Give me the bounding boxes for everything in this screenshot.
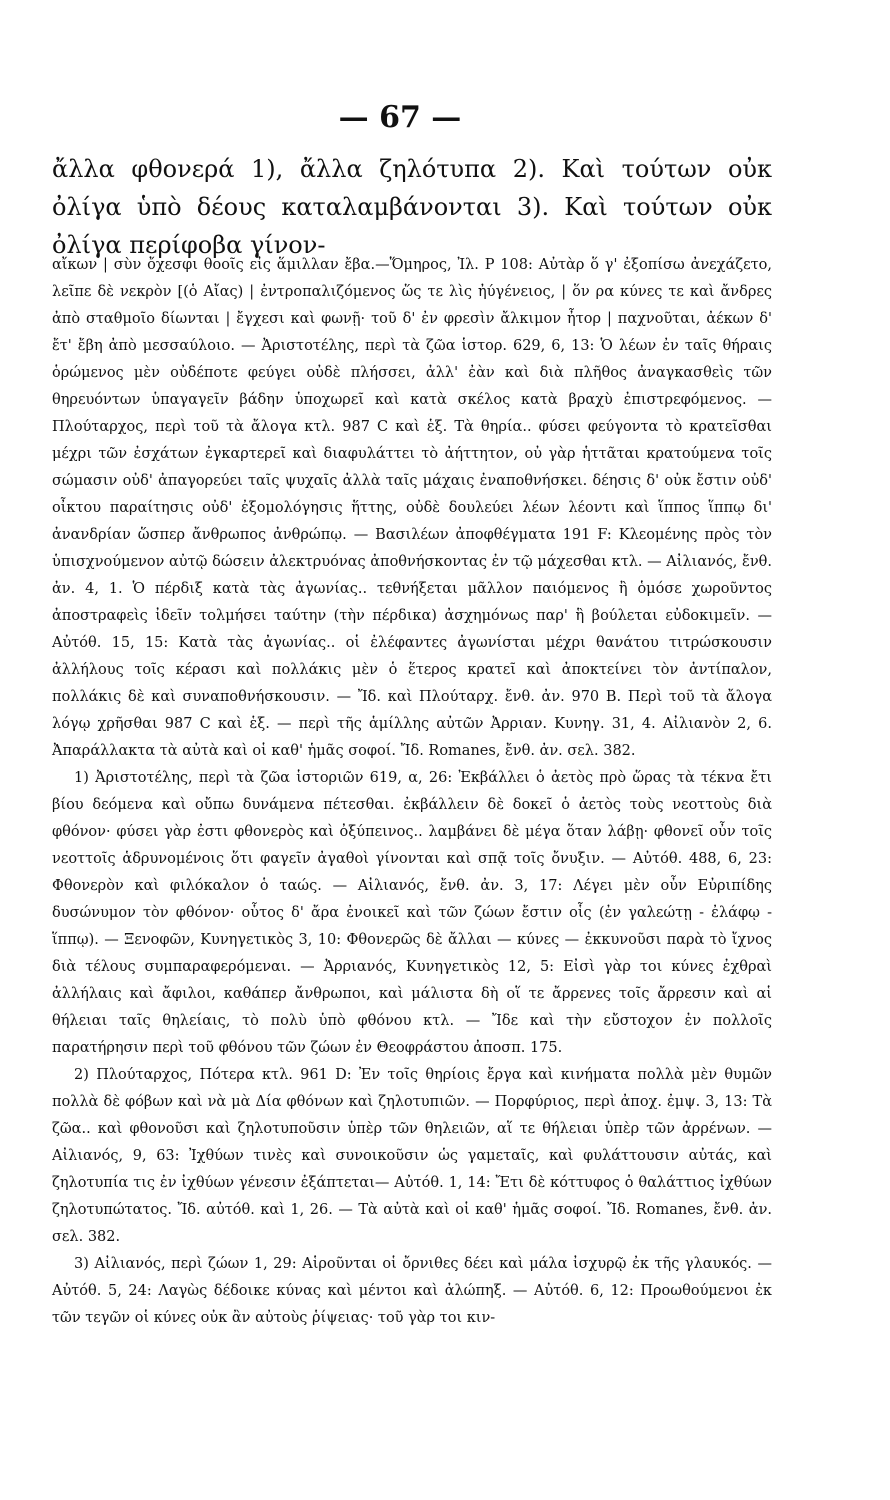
page-number: — 67 — (338, 100, 462, 135)
footnotes-section (52, 252, 772, 1332)
footnote-continuation: αἴκων | σὺν ὄχεσφι θοοῖς εἰς ἅμιλλαν ἔβα.—Ὅμηρος, Ἰλ. Ρ 108: Αὐτὰρ ὅ γ' ἐξοπίσω ἀνεχάζετο, λεῖπε δὲ νεκρὸν [(ὁ Αἴας) | ἐντροπαλιζόμενος ὥς τε λὶς ἠύγένειος, | ὅν ρα κύνες τε καὶ ἄνδρες ἀπὸ σταθμοῖο δίωνται | ἔγχεσι καὶ φωνῇ· τοῦ δ' ἐν φρεσὶν ἄλκιμον ἦτορ | παχνοῦται, ἀέκων δ' ἔτ' ἔβη ἀπὸ μεσσαύλοιο. — Ἀριστοτέλης, περὶ τὰ ζῶα ἱστορ. 629, 6, 13: Ὁ λέων ἐν ταῖς θήραις ὁρώμενος μὲν οὐδέποτε φεύγει οὐδὲ πλήσσει, ἀλλ' ἐὰν καὶ διὰ πλῆθος ἀναγκασθεὶς τῶν θηρευόντων ὑπαγαγεῖν βάδην ὑποχωρεῖ καὶ κατὰ σκέλος κατὰ βραχὺ ἐπιστρεφόμενος. — Πλούταρχος, περὶ τοῦ τὰ ἄλογα κτλ. 987 C καὶ ἑξ. Τὰ θηρία.. φύσει φεύγοντα τὸ κρατεῖσθαι μέχρι τῶν ἐσχάτων ἐγκαρτερεῖ καὶ διαφυλάττει τὸ ἀήττητον, οὐ γὰρ ἡττᾶται κρατούμενα τοῖς σώμασιν οὐδ' ἀπαγορεύει ταῖς ψυχαῖς ἀλλὰ ταῖς μάχαις ἐναποθνήσκει. δέησις δ' οὐκ ἔστιν οὐδ' οἶκτου παραίτησις οὐδ' ἐξομολόγησις ἥττης, οὐδὲ δουλεύει λέων λέοντι καὶ ἵππος ἵππῳ δι' ἀνανδρίαν ὥσπερ ἄνθρωπος ἀνθρώπῳ. — Βασιλέων ἀποφθέγματα 191 F: Κλεομένης πρὸς τὸν ὑπισχνούμενον αὐτῷ δώσειν ἀλεκτρυόνας ἀποθνήσκοντας ἐν τῷ μάχεσθαι κτλ. — Αἰλιανός, ἔνθ. ἀν. 4, 1. Ὁ πέρδιξ κατὰ τὰς ἀγωνίας.. τεθνήξεται μᾶλλον παιόμενος ἢ ὁμόσε χωροῦντος ἀποστραφεὶς ἰδεῖν τολμήσει ταύτην (τὴν πέρδικα) ἀσχημόνως παρ' ἣ βούλεται εὐδοκιμεῖν. — Αὐτόθ. 15, 15: Κατὰ τὰς ἀγωνίας.. οἱ ἐλέφαντες ἀγωνίσται μέχρι θανάτου τιτρώσκουσιν ἀλλήλους τοῖς κέρασι καὶ πολλάκις μὲν ὁ ἕτερος κρατεῖ καὶ ἀποκτείνει τὸν ἀντίπαλον, πολλάκις δὲ καὶ συναποθνήσκουσιν. — Ἴδ. καὶ Πλούταρχ. ἔνθ. ἀν. 970 B. Περὶ τοῦ τὰ ἄλογα λόγῳ χρῆσθαι 987 C καὶ ἑξ. — περὶ τῆς ἁμίλλης αὐτῶν Ἀρριαν. Κυνηγ. 31, 4. Αἰλιανὸν 2, 6. Ἀπαράλλακτα τὰ αὐτὰ καὶ οἱ καθ' ἡμᾶς σοφοί. Ἴδ. Romanes, ἔνθ. ἀν. σελ. 382. (52, 257, 772, 759)
footnote-1: 1) Ἀριστοτέλης, περὶ τὰ ζῶα ἱστοριῶν 619, α, 26: Ἐκβάλλει ὁ ἀετὸς πρὸ ὥρας τὰ τέκνα ἔτι βίου δεόμενα καὶ οὔπω δυνάμενα πέτεσθαι. ἐκβάλλειν δὲ δοκεῖ ὁ ἀετὸς τοὺς νεοττοὺς διὰ φθόνον· φύσει γὰρ ἐστι φθονερὸς καὶ ὀξύπεινος.. λαμβάνει δὲ μέγα ὅταν λάβῃ· φθονεῖ οὖν τοῖς νεοττοῖς ἁδρυνομένοις ὅτι φαγεῖν ἀγαθοὶ γίνονται καὶ σπᾷ τοῖς ὄνυξιν. — Αὐτόθ. 488, 6, 23: Φθονερὸν καὶ φιλόκαλον ὁ ταώς. — Αἰλιανός, ἔνθ. ἀν. 3, 17: Λέγει μὲν οὖν Εὐριπίδης δυσώνυμον τὸν φθόνον· οὗτος δ' ἄρα ἐνοικεῖ καὶ τῶν ζώων ἔστιν οἷς (ἐν γαλεώτῃ - ἐλάφῳ - ἵππῳ). — Ξενοφῶν, Κυνηγετικὸς 3, 10: Φθονερῶς δὲ ἄλλαι — κύνες — ἐκκυνοῦσι παρὰ τὸ ἴχνος διὰ τέλους συμπαραφερόμεναι. — Ἀρριανός, Κυνηγετικὸς 12, 5: Εἰσὶ γὰρ τοι κύνες ἐχθραὶ ἀλλήλαις καὶ ἄφιλοι, καθάπερ ἄνθρωποι, καὶ μάλιστα δὴ οἵ τε ἄρρενες τοῖς ἄρρεσιν καὶ αἱ θήλειαι ταῖς θηλείαις, τὸ πολὺ ὑπὸ φθόνου κτλ. — Ἴδε καὶ τὴν εὔστοχον ἐν πολλοῖς παρατήρησιν περὶ τοῦ φθόνου τῶν ζώων ἐν Θεοφράστου ἀποσπ. 175. (52, 770, 772, 1056)
footnote-2: 2) Πλούταρχος, Πότερα κτλ. 961 D: Ἐν τοῖς θηρίοις ἔργα καὶ κινήματα πολλὰ μὲν θυμῶν πολλὰ δὲ φόβων καὶ νὰ μὰ Δία φθόνων καὶ ζηλοτυπιῶν. — Πορφύριος, περὶ ἀποχ. ἐμψ. 3, 13: Τὰ ζῶα.. καὶ φθονοῦσι καὶ ζηλοτυποῦσιν ὑπὲρ τῶν θηλειῶν, αἵ τε θήλειαι ὑπὲρ τῶν ἀρρένων. — Αἰλιανός, 9, 63: Ἰχθύων τινὲς καὶ συνοικοῦσιν ὡς γαμεταῖς, καὶ φυλάττουσιν αὐτάς, καὶ ζηλοτυπία τις ἐν ἰχθύων γένεσιν ἐξάπτεται— Αὐτόθ. 1, 14: Ἔτι δὲ κόττυφος ὁ θαλάττιος ἰχθύων ζηλοτυπώτατος. Ἴδ. αὐτόθ. καὶ 1, 26. — Τὰ αὐτὰ καὶ οἱ καθ' ἡμᾶς σοφοί. Ἴδ. Romanes, ἔνθ. ἀν. σελ. 382. (52, 1067, 772, 1245)
footnote-3: 3) Αἰλιανός, περὶ ζώων 1, 29: Αἱροῦνται οἱ ὄρνιθες δέει καὶ μάλα ἰσχυρῷ ἐκ τῆς γλαυκός. — Αὐτόθ. 5, 24: Λαγὼς δέδοικε κύνας καὶ μέντοι καὶ ἀλώπηξ. — Αὐτόθ. 6, 12: Προωθούμενοι ἐκ τῶν τεγῶν οἱ κύνες οὐκ ἂν αὐτοὺς ῥίψειας· τοῦ γὰρ τοι κιν- (52, 1256, 772, 1326)
main-text: ἄλλα φθονερά 1), ἄλλα ζηλότυπα 2). Καὶ τούτων οὐκ ὀλίγα ὑπὸ δέους καταλαμβάνονται 3). Καὶ τούτων οὐκ ὀλίγα περίφοβα γίνον- (52, 155, 772, 259)
